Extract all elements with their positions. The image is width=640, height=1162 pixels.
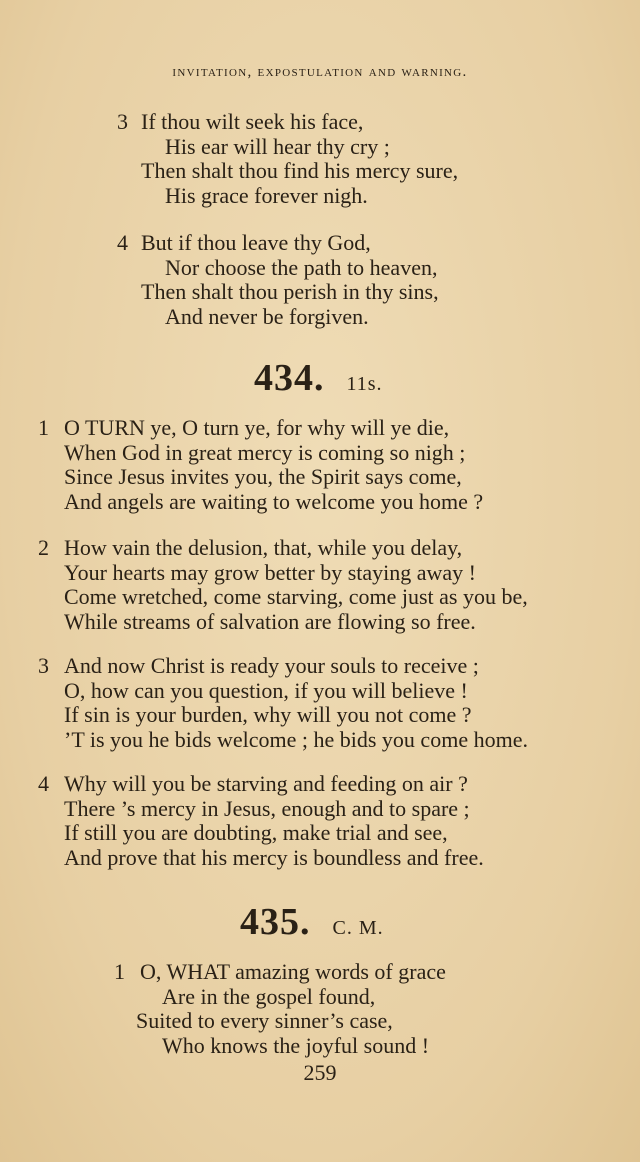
verse-line: When God in great mercy is coming so nigh ; xyxy=(64,439,466,465)
hymn-number: 435. xyxy=(240,901,311,943)
verse-number: 1 xyxy=(114,959,125,984)
hymn-meter: C. M. xyxy=(332,917,384,939)
verse-line: And never be forgiven. xyxy=(165,303,369,329)
verse-line: 3 If thou wilt seek his face, xyxy=(117,109,364,134)
verse-line: Nor choose the path to heaven, xyxy=(165,254,438,280)
verse-line: Then shalt thou perish in thy sins, xyxy=(141,279,439,304)
verse-line: 1 O TURN ye, O turn ye, for why will ye die, xyxy=(38,415,450,440)
verse-top-4 xyxy=(117,231,439,329)
verse-line: Then shalt thou find his mercy sure, xyxy=(141,158,459,183)
verse-line: If still you are doubting, make trial and see, xyxy=(64,820,448,845)
hymn-434-verse-2 xyxy=(38,536,528,634)
verse-line: O, how can you question, if you will believe ! xyxy=(64,677,468,703)
verse-line: While streams of salvation are flowing so free. xyxy=(64,608,476,634)
verse-number: 4 xyxy=(38,771,49,796)
verse-line: 4 Why will you be starving and feeding on air ? xyxy=(38,771,468,796)
verse-line: If sin is your burden, why will you not come ? xyxy=(64,702,472,727)
verse-number: 3 xyxy=(38,653,49,678)
hymn-435-heading xyxy=(240,900,384,944)
verse-line: His ear will hear thy cry ; xyxy=(165,133,390,159)
verse-line: Come wretched, come starving, come just as you be, xyxy=(64,584,528,609)
hymn-meter: 11s. xyxy=(346,373,383,395)
verse-top-3 xyxy=(117,110,458,208)
hymn-434-verse-4 xyxy=(38,772,484,870)
verse-line: And prove that his mercy is boundless and free. xyxy=(64,844,484,870)
verse-line: Suited to every sinner’s case, xyxy=(136,1008,393,1033)
verse-number: 1 xyxy=(38,415,49,440)
verse-line: 2 How vain the delusion, that, while you delay, xyxy=(38,535,463,560)
hymn-435-verse-1 xyxy=(114,960,446,1058)
verse-line: Are in the gospel found, xyxy=(162,983,376,1009)
verse-line: Since Jesus invites you, the Spirit says come, xyxy=(64,464,462,489)
hymn-434-verse-1 xyxy=(38,416,483,514)
verse-number: 3 xyxy=(117,109,128,134)
running-head: invitation, expostulation and warning. xyxy=(172,64,468,80)
verse-line: There ’s mercy in Jesus, enough and to spare ; xyxy=(64,795,470,821)
verse-line: 1 O, WHAT amazing words of grace xyxy=(114,959,446,984)
hymn-434-heading xyxy=(254,356,383,400)
hymn-number: 434. xyxy=(254,357,325,399)
hymn-434-verse-3 xyxy=(38,654,528,752)
verse-line: His grace forever nigh. xyxy=(165,182,368,208)
verse-number: 2 xyxy=(38,535,49,560)
page-number: 259 xyxy=(303,1060,337,1085)
verse-line: Your hearts may grow better by staying away ! xyxy=(64,559,477,585)
verse-number: 4 xyxy=(117,230,128,255)
verse-line: ’T is you he bids welcome ; he bids you come home. xyxy=(64,726,528,752)
verse-line: And angels are waiting to welcome you home ? xyxy=(64,488,484,514)
verse-line: 3 And now Christ is ready your souls to receive ; xyxy=(38,653,479,678)
verse-line: 4 But if thou leave thy God, xyxy=(117,230,371,255)
verse-line: Who knows the joyful sound ! xyxy=(162,1032,430,1058)
